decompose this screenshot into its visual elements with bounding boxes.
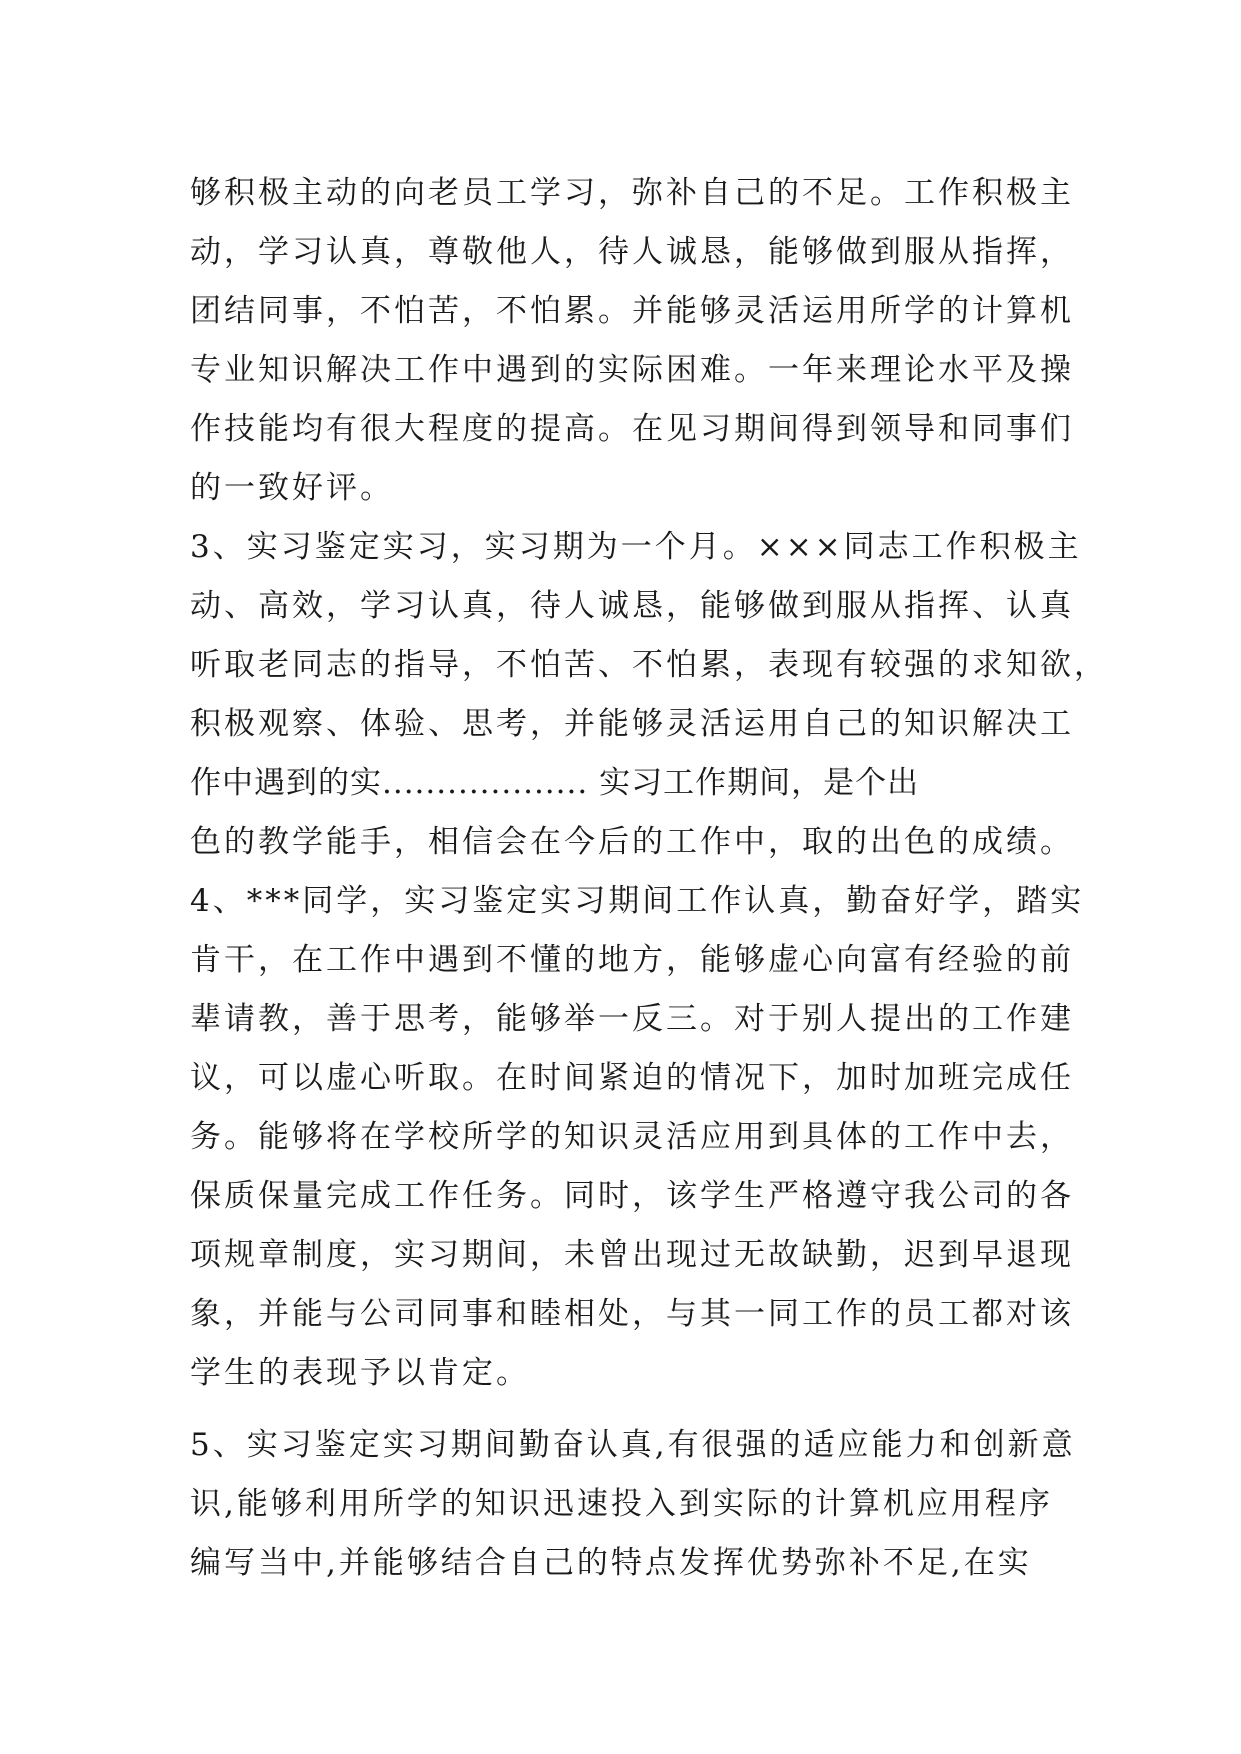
text-line: 保质保量完成工作任务。同时，该学生严格遵守我公司的各 <box>190 1178 1074 1214</box>
text-line: 专业知识解决工作中遇到的实际困难。一年来理论水平及操 <box>190 352 1074 388</box>
text-line: 务。能够将在学校所学的知识灵活应用到具体的工作中去， <box>190 1119 1074 1155</box>
text-line: 听取老同志的指导，不怕苦、不怕累，表现有较强的求知欲， <box>190 647 1108 683</box>
text-line: 够积极主动的向老员工学习，弥补自己的不足。工作积极主 <box>190 175 1074 211</box>
paragraph-gap <box>190 1403 1060 1416</box>
text-line: 作技能均有很大程度的提高。在见习期间得到领导和同事们 <box>190 411 1074 447</box>
text-line: 动，学习认真，尊敬他人，待人诚恳，能够做到服从指挥， <box>190 234 1074 270</box>
text-line: 动、高效，学习认真，待人诚恳，能够做到服从指挥、认真 <box>190 588 1074 624</box>
document-body <box>190 164 1108 1593</box>
text-line: 识,能够利用所学的知识迅速投入到实际的计算机应用程序 <box>190 1486 1053 1522</box>
text-line: 象，并能与公司同事和睦相处，与其一同工作的员工都对该 <box>190 1296 1074 1332</box>
text-line: 项规章制度，实习期间，未曾出现过无故缺勤，迟到早退现 <box>190 1237 1074 1273</box>
text-line: 积极观察、体验、思考，并能够灵活运用自己的知识解决工 <box>190 706 1074 742</box>
text-line: 辈请教，善于思考，能够举一反三。对于别人提出的工作建 <box>190 1001 1074 1037</box>
text-line: 团结同事，不怕苦，不怕累。并能够灵活运用所学的计算机 <box>190 293 1074 329</box>
text-line: 3、实习鉴定实习，实习期为一个月。×××同志工作积极主 <box>190 529 1082 565</box>
text-line: 编写当中,并能够结合自己的特点发挥优势弥补不足,在实 <box>190 1545 1032 1581</box>
text-line: 的一致好评。 <box>190 470 394 506</box>
text-line: 4、***同学，实习鉴定实习期间工作认真，勤奋好学，踏实 <box>190 883 1085 919</box>
text-line: 作中遇到的实................... 实习工作期间，是个出 <box>190 765 920 801</box>
text-line: 5、实习鉴定实习期间勤奋认真,有很强的适应能力和创新意 <box>190 1427 1076 1463</box>
text-line: 学生的表现予以肯定。 <box>190 1355 530 1391</box>
text-line: 议，可以虚心听取。在时间紧迫的情况下，加时加班完成任 <box>190 1060 1074 1096</box>
text-line: 色的教学能手，相信会在今后的工作中，取的出色的成绩。 <box>190 824 1074 860</box>
text-line: 肯干，在工作中遇到不懂的地方，能够虚心向富有经验的前 <box>190 942 1074 978</box>
